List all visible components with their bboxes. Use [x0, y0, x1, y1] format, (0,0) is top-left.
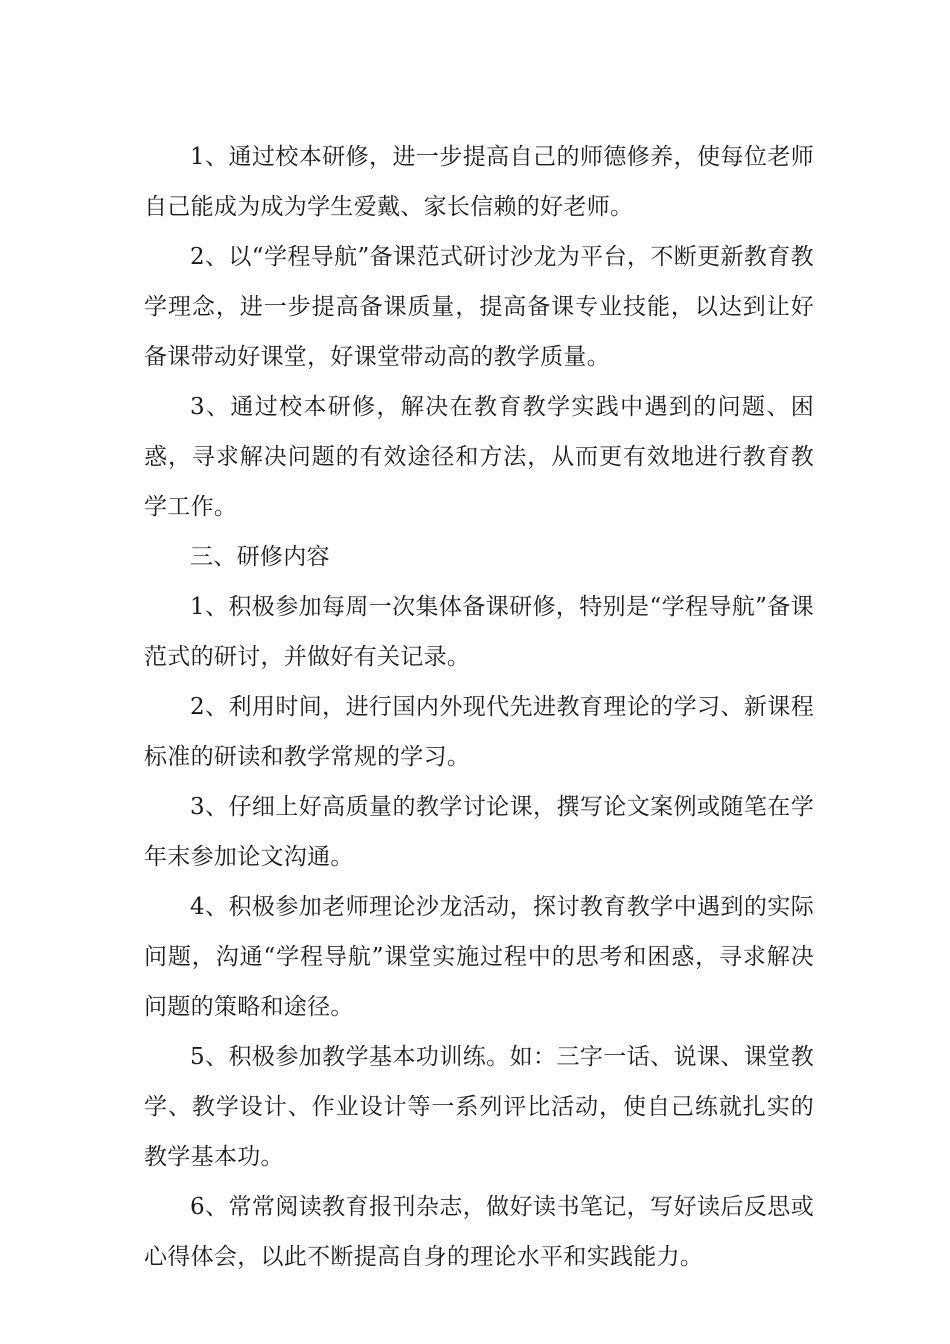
paragraph-goal-3: 3、通过校本研修，解决在教育教学实践中遇到的问题、困惑，寻求解决问题的有效途径和方法，从而更有效地进行教育教学工作。: [144, 394, 814, 520]
paragraph-goal-1: 1、通过校本研修，进一步提高自己的师德修养，使每位老师自己能成为成为学生爱戴、家长信赖的好老师。: [144, 144, 814, 220]
section-heading-content: 三、研修内容: [190, 544, 330, 570]
paragraph-content-6: 6、常常阅读教育报刊杂志，做好读书笔记，写好读后反思或心得体会，以此不断提高自身的理论水平和实践能力。: [144, 1194, 814, 1270]
paragraph-goal-2: 2、以“学程导航”备课范式研讨沙龙为平台，不断更新教育教学理念，进一步提高备课质量，提高备课专业技能，以达到让好备课带动好课堂，好课堂带动高的教学质量。: [144, 244, 814, 370]
paragraph-content-3: 3、仔细上好高质量的教学讨论课，撰写论文案例或随笔在学年末参加论文沟通。: [144, 794, 814, 870]
paragraph-content-2: 2、利用时间，进行国内外现代先进教育理论的学习、新课程标准的研读和教学常规的学习。: [144, 694, 814, 770]
paragraph-content-5: 5、积极参加教学基本功训练。如：三字一话、说课、课堂教学、教学设计、作业设计等一系列评比活动，使自己练就扎实的教学基本功。: [144, 1044, 814, 1170]
document-body: [144, 132, 814, 1282]
paragraph-content-4: 4、积极参加老师理论沙龙活动，探讨教育教学中遇到的实际问题，沟通“学程导航”课堂实施过程中的思考和困惑，寻求解决问题的策略和途径。: [144, 894, 814, 1020]
paragraph-content-1: 1、积极参加每周一次集体备课研修，特别是“学程导航”备课范式的研讨，并做好有关记录。: [144, 594, 814, 670]
